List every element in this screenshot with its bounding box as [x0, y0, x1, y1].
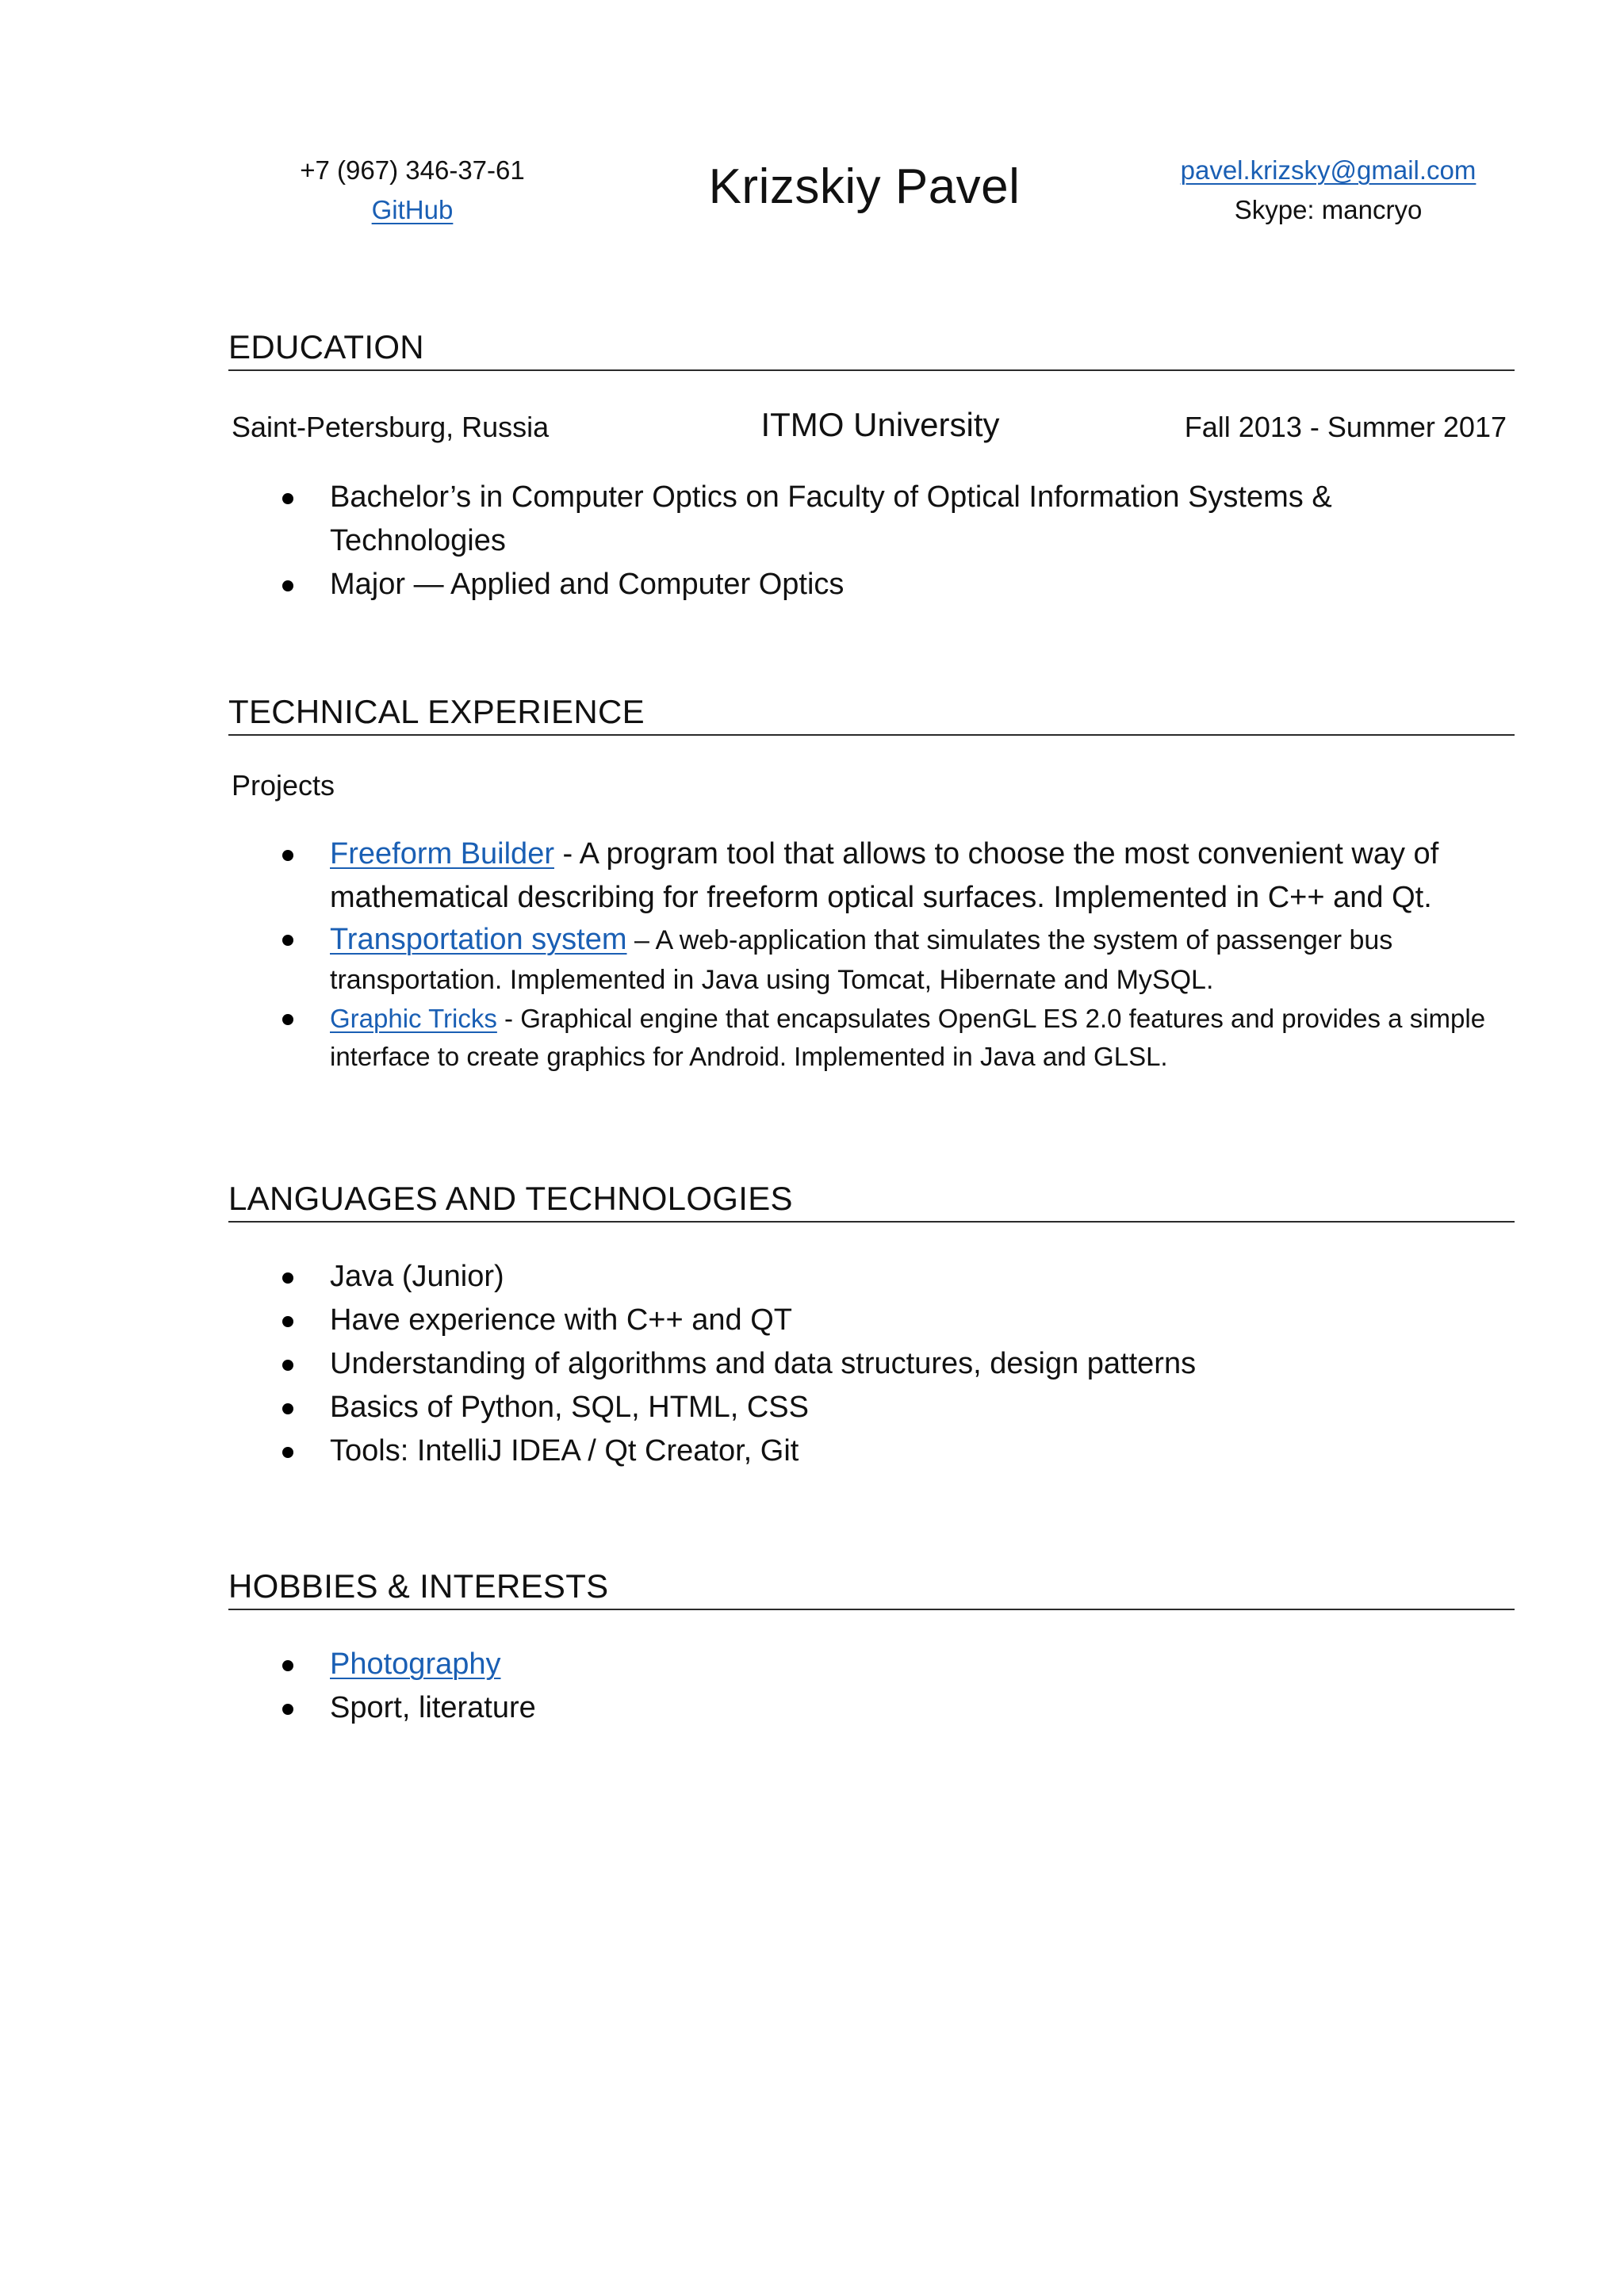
languages-heading: LANGUAGES AND TECHNOLOGIES: [228, 1180, 1515, 1223]
education-heading: EDUCATION: [228, 328, 1515, 371]
list-item: [282, 1299, 1519, 1342]
bullet-icon: [282, 935, 293, 946]
bullet-icon: [282, 1316, 293, 1327]
bullet-icon: [282, 1360, 293, 1371]
list-item-text: Tools: IntelliJ IDEA / Qt Creator, Git: [330, 1434, 799, 1468]
photography-link[interactable]: Photography: [330, 1647, 501, 1681]
list-item-text: Java (Junior): [330, 1260, 504, 1293]
bullet-icon: [282, 580, 293, 591]
skype-handle: Skype: mancryo: [1234, 195, 1423, 224]
project-description: – A web-application that simulates the system of passenger bus transportation. Implemented in Java using Tomcat, Hibernate and MySQL.: [330, 925, 1393, 995]
education-major: Major — Applied and Computer Optics: [330, 568, 845, 601]
experience-heading: TECHNICAL EXPERIENCE: [228, 693, 1515, 736]
project-link-graphic-tricks[interactable]: Graphic Tricks: [330, 1004, 497, 1033]
bullet-icon: [282, 1403, 293, 1414]
education-dates: Fall 2013 - Summer 2017: [1184, 411, 1507, 443]
phone-number: +7 (967) 346-37-61: [300, 155, 525, 185]
project-item: [282, 832, 1519, 920]
list-item-text: Have experience with C++ and QT: [330, 1303, 792, 1337]
education-degree: Bachelor’s in Computer Optics on Faculty of Optical Information Systems & Technologies: [330, 480, 1332, 557]
university-name: ITMO University: [760, 406, 1000, 443]
bullet-icon: [282, 1447, 293, 1458]
list-item: [282, 1686, 1519, 1730]
email-link[interactable]: pavel.krizsky@gmail.com: [1180, 155, 1477, 185]
candidate-name: Krizskiy Pavel: [708, 159, 1021, 214]
list-item: [282, 476, 1392, 563]
list-item: [282, 563, 1392, 607]
project-link-freeform-builder[interactable]: Freeform Builder: [330, 837, 554, 871]
project-item: [282, 920, 1519, 1000]
bullet-icon: [282, 493, 293, 504]
github-link[interactable]: GitHub: [371, 195, 454, 224]
list-item-text: Understanding of algorithms and data structures, design patterns: [330, 1347, 1197, 1380]
list-item: [282, 1255, 1519, 1299]
education-location: Saint-Petersburg, Russia: [232, 411, 550, 443]
project-description: - A program tool that allows to choose the most convenient way of mathematical describing for freeform optical surfaces. Implemented in C++ and Qt.: [330, 837, 1439, 914]
project-link-transportation-system[interactable]: Transportation system: [330, 923, 627, 956]
bullet-icon: [282, 1660, 293, 1671]
list-item: [282, 1643, 1519, 1686]
bullet-icon: [282, 850, 293, 861]
education-list: [282, 476, 1392, 607]
hobbies-heading: HOBBIES & INTERESTS: [228, 1567, 1515, 1610]
list-item: [282, 1342, 1519, 1386]
list-item-text: Basics of Python, SQL, HTML, CSS: [330, 1391, 809, 1424]
bullet-icon: [282, 1272, 293, 1284]
project-item: [282, 1000, 1519, 1076]
list-item-text: Sport, literature: [330, 1691, 536, 1724]
list-item: [282, 1386, 1519, 1429]
bullet-icon: [282, 1014, 293, 1025]
bullet-icon: [282, 1704, 293, 1715]
hobbies-list: [282, 1643, 1519, 1730]
projects-subtitle: Projects: [232, 769, 335, 802]
languages-list: [282, 1255, 1519, 1473]
project-description: - Graphical engine that encapsulates OpenGL ES 2.0 features and provides a simple interface to create graphics for Android. Implemented in Java and GLSL.: [330, 1004, 1486, 1071]
projects-list: [282, 832, 1519, 1076]
list-item: [282, 1429, 1519, 1473]
